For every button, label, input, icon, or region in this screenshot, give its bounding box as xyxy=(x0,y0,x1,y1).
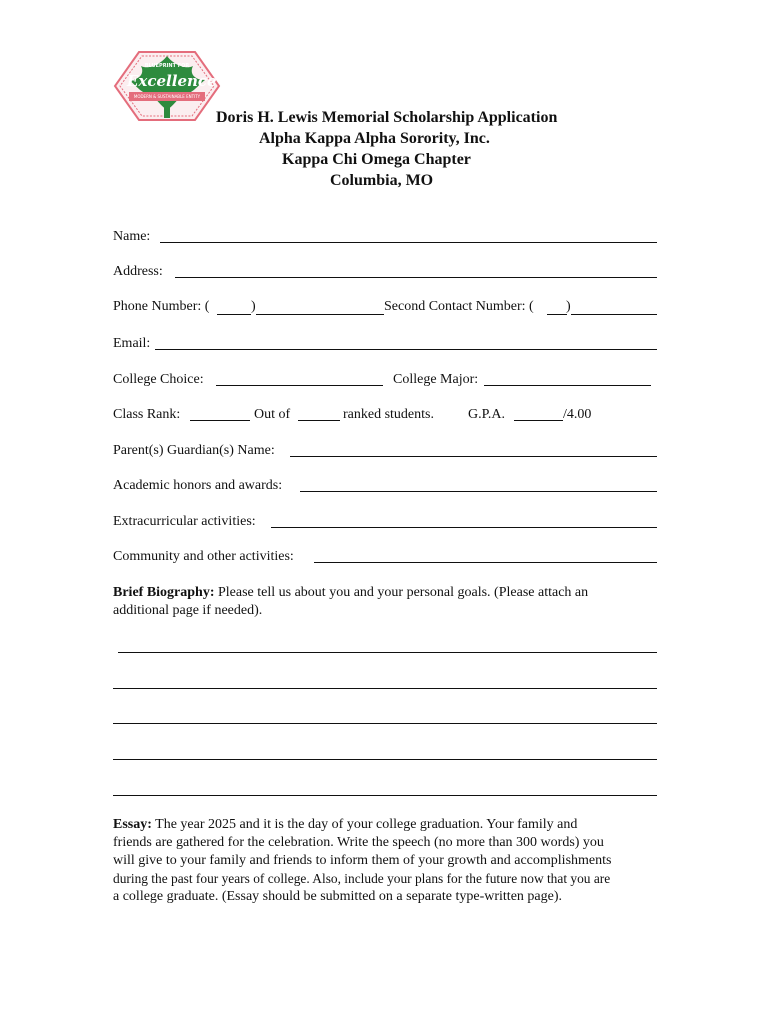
extracurricular-field[interactable] xyxy=(271,527,657,528)
name-label: Name: xyxy=(113,229,151,244)
parents-field[interactable] xyxy=(290,456,657,457)
logo-banner-text: MODERN & SUSTAINABLE ENTITY xyxy=(133,94,201,99)
college-major-label: College Major: xyxy=(393,372,479,387)
title-line-4: Columbia, MO xyxy=(330,172,434,189)
phone-number-field[interactable] xyxy=(256,314,384,315)
address-label: Address: xyxy=(113,264,163,279)
biography-answer-line-1[interactable] xyxy=(118,652,657,653)
title-line-1: Doris H. Lewis Memorial Scholarship Application xyxy=(216,109,558,126)
essay-heading: Essay: xyxy=(113,817,152,832)
second-contact-area-code-field[interactable] xyxy=(547,314,567,315)
chapter-logo xyxy=(113,50,221,122)
college-choice-label: College Choice: xyxy=(113,372,204,387)
parents-label: Parent(s) Guardian(s) Name: xyxy=(113,443,275,458)
essay-line-1 xyxy=(113,816,577,834)
college-choice-field[interactable] xyxy=(216,385,383,386)
biography-line-1: Please tell us about you and your personal goals. (Please attach an xyxy=(214,585,589,600)
essay-line-5: a college graduate. (Essay should be submitted on a separate type-written page). xyxy=(113,889,563,904)
email-label: Email: xyxy=(113,336,151,351)
title-line-2: Alpha Kappa Alpha Sorority, Inc. xyxy=(259,130,490,147)
second-contact-paren-close: ) xyxy=(566,299,571,314)
name-field[interactable] xyxy=(160,242,657,243)
title-line-3: Kappa Chi Omega Chapter xyxy=(282,151,471,168)
biography-prompt xyxy=(113,584,588,602)
biography-answer-line-5[interactable] xyxy=(113,795,657,796)
essay-line-4: during the past four years of college. Also, include your plans for the future now that you are xyxy=(113,871,611,886)
class-rank-label: Class Rank: xyxy=(113,407,181,422)
college-major-field[interactable] xyxy=(484,385,651,386)
honors-label: Academic honors and awards: xyxy=(113,478,283,493)
phone-label: Phone Number: ( xyxy=(113,299,210,314)
community-field[interactable] xyxy=(314,562,657,563)
biography-heading: Brief Biography: xyxy=(113,585,215,600)
phone-area-code-field[interactable] xyxy=(217,314,251,315)
phone-paren-close: ) xyxy=(251,299,256,314)
honors-field[interactable] xyxy=(300,491,657,492)
extracurricular-label: Extracurricular activities: xyxy=(113,514,256,529)
out-of-label: Out of xyxy=(254,407,291,422)
community-label: Community and other activities: xyxy=(113,549,294,564)
gpa-suffix: /4.00 xyxy=(563,407,592,422)
address-field[interactable] xyxy=(175,277,657,278)
second-contact-number-field[interactable] xyxy=(571,314,657,315)
class-size-field[interactable] xyxy=(298,420,340,421)
essay-line-3: will give to your family and friends to inform them of your growth and accomplishments xyxy=(113,853,612,868)
email-field[interactable] xyxy=(155,349,657,350)
essay-line-2: friends are gathered for the celebration. Write the speech (no more than 300 words) you xyxy=(113,835,604,850)
gpa-field[interactable] xyxy=(514,420,563,421)
gpa-label: G.P.A. xyxy=(468,407,505,422)
biography-line-2: additional page if needed). xyxy=(113,603,263,618)
logo-top-text: BLUEPRINT FOR xyxy=(144,63,190,69)
ranked-students-label: ranked students. xyxy=(343,407,434,422)
biography-answer-line-2[interactable] xyxy=(113,688,657,689)
second-contact-label: Second Contact Number: ( xyxy=(384,299,534,314)
biography-answer-line-4[interactable] xyxy=(113,759,657,760)
essay-line-1-text: The year 2025 and it is the day of your college graduation. Your family and xyxy=(151,817,578,832)
biography-answer-line-3[interactable] xyxy=(113,723,657,724)
logo-script-text: Excellence xyxy=(127,72,217,90)
class-rank-field[interactable] xyxy=(190,420,250,421)
